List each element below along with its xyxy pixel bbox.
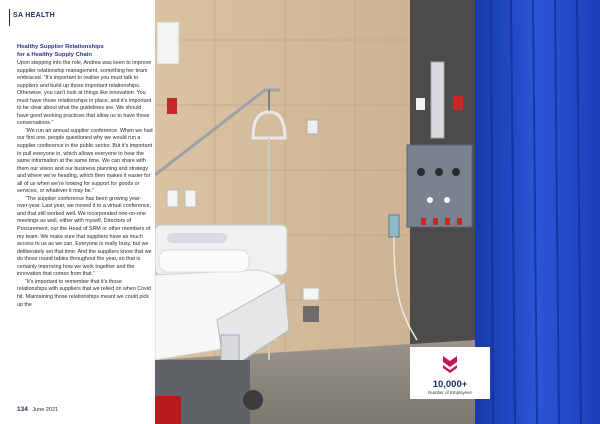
stat-label: Number of Employees (428, 390, 472, 395)
pillow (159, 250, 249, 272)
article-column (0, 0, 155, 424)
issue-date: June 2021 (32, 407, 59, 413)
pulse-oximeter (389, 215, 399, 237)
page-footer (17, 406, 58, 413)
paragraph: “It’s important to remember that it’s those relationships with suppliers that we relied on when Covid hit. Maintaining those relationships meant we could pick up the (17, 278, 151, 308)
power-outlet (303, 288, 319, 300)
paragraph: “We run an annual supplier conference. When we had our first one, people questioned why we would run a supplier conference in the public sector. But it’s important to pull everyone in, which allows everyone to hear the same information at the same time. We can share with them our vision and our business planning and strategy and where we’re heading, which then makes it easier for all of us when we’re looking for support for goods or services, or whatever it may be.” (17, 127, 153, 195)
hospital-room-illustration (155, 0, 600, 424)
wall-light (431, 62, 444, 138)
article-heading (17, 44, 153, 59)
paragraph: Upon stepping into the role, Andrea was keen to improve supplier relationship management, something her team embraced. “It’s important to realise you must talk to suppliers and build up those important relationships. Otherwise, you can’t look at things like innovation. You must have those relationships in place, and it’s important to be clear about what the guidelines are. We should have good working practices that allow us to have those conversations.” (17, 60, 152, 127)
paragraph: “The supplier conference has been growing year-over-year. Last year, we moved it to a virtual conference, and that still worked well. We incorporated one-on-one meetings as well, either with myself, Directors of Procurement, our the Head of SRM or other members of my team. We make sure that suppliers have as much access to us as we can. Everyone is really busy, but we deliberately set that time. And the suppliers know that we do those round tables throughout the year, so that is certainly improving how we work together and the innovation that comes from that.” (17, 195, 152, 278)
sa-health-logo-icon (442, 355, 458, 373)
wall-outlet (185, 190, 196, 207)
wall-dispenser (157, 22, 179, 64)
page-number: 134 (17, 406, 28, 413)
article-body (17, 60, 153, 309)
stat-value: 10,000+ (432, 379, 468, 390)
section-label: SA HEALTH (13, 12, 55, 19)
call-button (307, 120, 318, 134)
heading-line-2: for a Healthy Supply Chain (17, 51, 92, 58)
hospital-room-photo (155, 0, 600, 424)
bed-pedal (155, 396, 181, 424)
stat-card (410, 347, 490, 399)
red-wall-switch (167, 98, 177, 114)
floor-outlet (303, 306, 319, 322)
section-rule (9, 9, 10, 26)
medical-gas-panel (407, 145, 472, 227)
headboard-handle (167, 233, 227, 243)
wall-switch (416, 98, 425, 110)
wall-outlet (167, 190, 178, 207)
bed-wheel (243, 390, 263, 410)
alarm-button (453, 96, 463, 110)
heading-line-1: Healthy Supplier Relationships (17, 44, 104, 50)
